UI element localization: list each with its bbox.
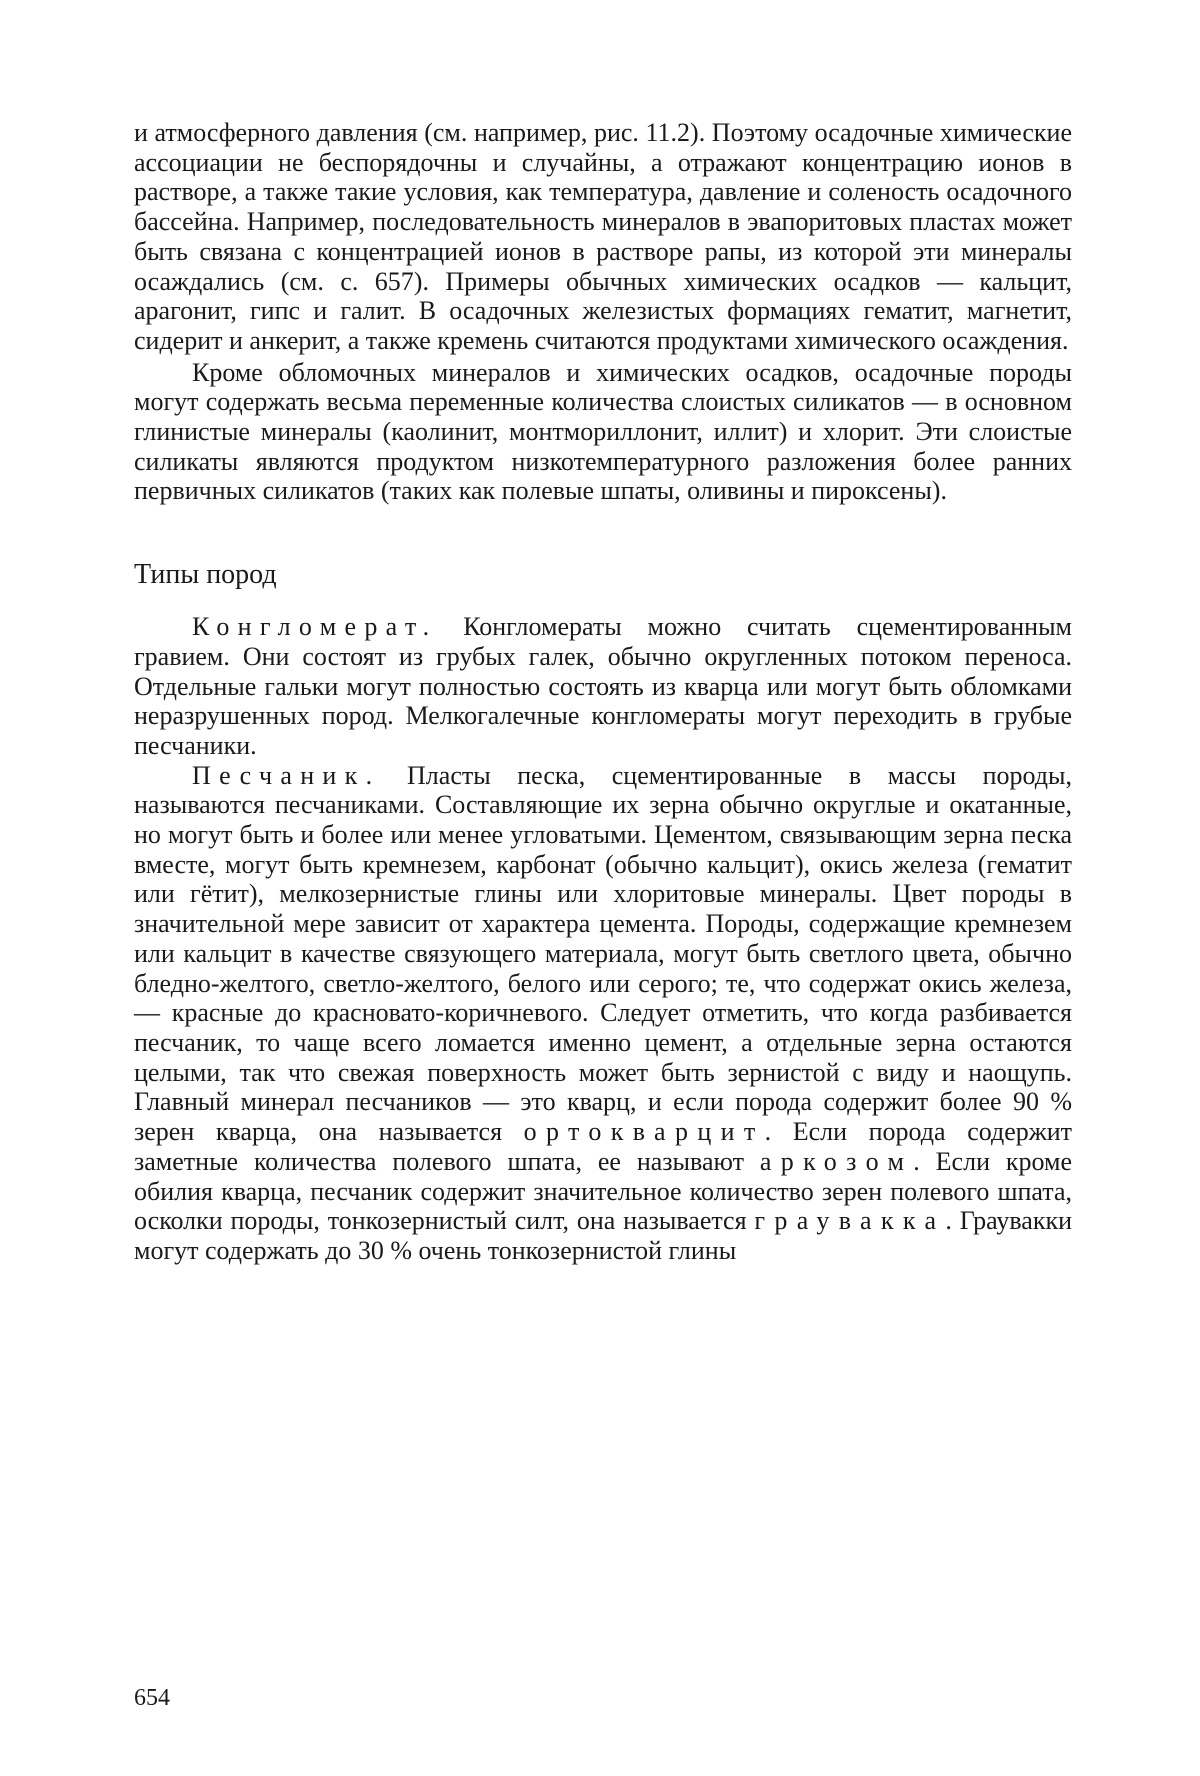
term-sandstone: Песчаник. (192, 760, 381, 790)
page-number: 654 (134, 1685, 170, 1711)
term-orthoquartzite: ортокварцит (523, 1117, 765, 1147)
section-heading: Типы пород (134, 559, 277, 591)
conglomerate-text: Конгломераты можно считать сцементированным гравием. Они состоят из грубых галек, обычно округленных потоком переноса. Отдельные гальки могут полностью состоять из кварца или могут быть обломками неразрушенных пород. Мелкогалечные конгломераты могут переходить в грубые песчаники. (134, 612, 1072, 760)
body-paragraph: и атмосферного давления (см. например, рис. 11.2). Поэтому осадочные химические ассоциации не беспорядочны и случайны, а отражают концентрацию ионов в растворе, а также такие условия, как температура, давление и соленость осадочного бассейна. Например, последовательность минералов в эвапоритовых пластах может быть связана с концентрацией ионов в растворе рапы, из которой эти минералы осаждались (см. с. 657). Примеры обычных химических осадков — кальцит, арагонит, гипс и галит. В осадочных железистых формациях гематит, магнетит, сидерит и анкерит, а также кремень считаются продуктами химического осаждения. (134, 118, 1072, 355)
conglomerate-paragraph (134, 612, 1072, 761)
body-paragraph: Кроме обломочных минералов и химических осадков, осадочные породы могут содержать весьма переменные количества слоистых силикатов — в основном глинистые минералы (каолинит, монтмориллонит, иллит) и хлорит. Эти слоистые силикаты являются продуктом низкотемпературного разложения более ранних первичных силикатов (таких как полевые шпаты, оливины и пироксены). (134, 357, 1072, 506)
term-graywacke: граувакка (754, 1206, 946, 1236)
sandstone-paragraph (134, 761, 1072, 1266)
sandstone-text: . Если кроме обилия кварца, песчаник содержит значительное количество зерен полевого шпата, осколки породы, тонкозернистый силт, она называется (134, 1146, 1072, 1236)
sandstone-text: . Граувакки могут содержать до 30 % очень тонкозернистой глины (134, 1206, 1073, 1265)
document-page (134, 118, 1072, 1266)
sandstone-text: Пласты песка, сцементированные в массы породы, называются песчаниками. Составляющие их зерна обычно округлые и окатанные, но могут быть и более или менее угловатыми. Цементом, связывающим зерна песка вместе, могут быть кремнезем, карбонат (обычно кальцит), окись железа (гематит или гётит), мелкозернистые глины или хлоритовые минералы. Цвет породы в значительной мере зависит от характера цемента. Породы, содержащие кремнезем или кальцит в качестве связующего материала, могут быть светлого цвета, обычно бледно-желтого, светло-желтого, белого или серого; те, что содержат окись железа, — красные до красновато-коричневого. Следует отметить, что когда разбивается песчаник, то чаще всего ломается именно цемент, а отдельные зерна остаются целыми, так что свежая поверхность может быть зернистой с виду и наощупь. Главный минерал песчаников — это кварц, и если порода содержит более 90 % зерен кварца, она называется (134, 760, 1072, 1147)
term-conglomerate: Конгломерат. (192, 612, 438, 642)
sandstone-text: . Если порода содержит заметные количества полевого шпата, ее называют (134, 1117, 1072, 1176)
term-arkose: аркозом (759, 1146, 914, 1176)
